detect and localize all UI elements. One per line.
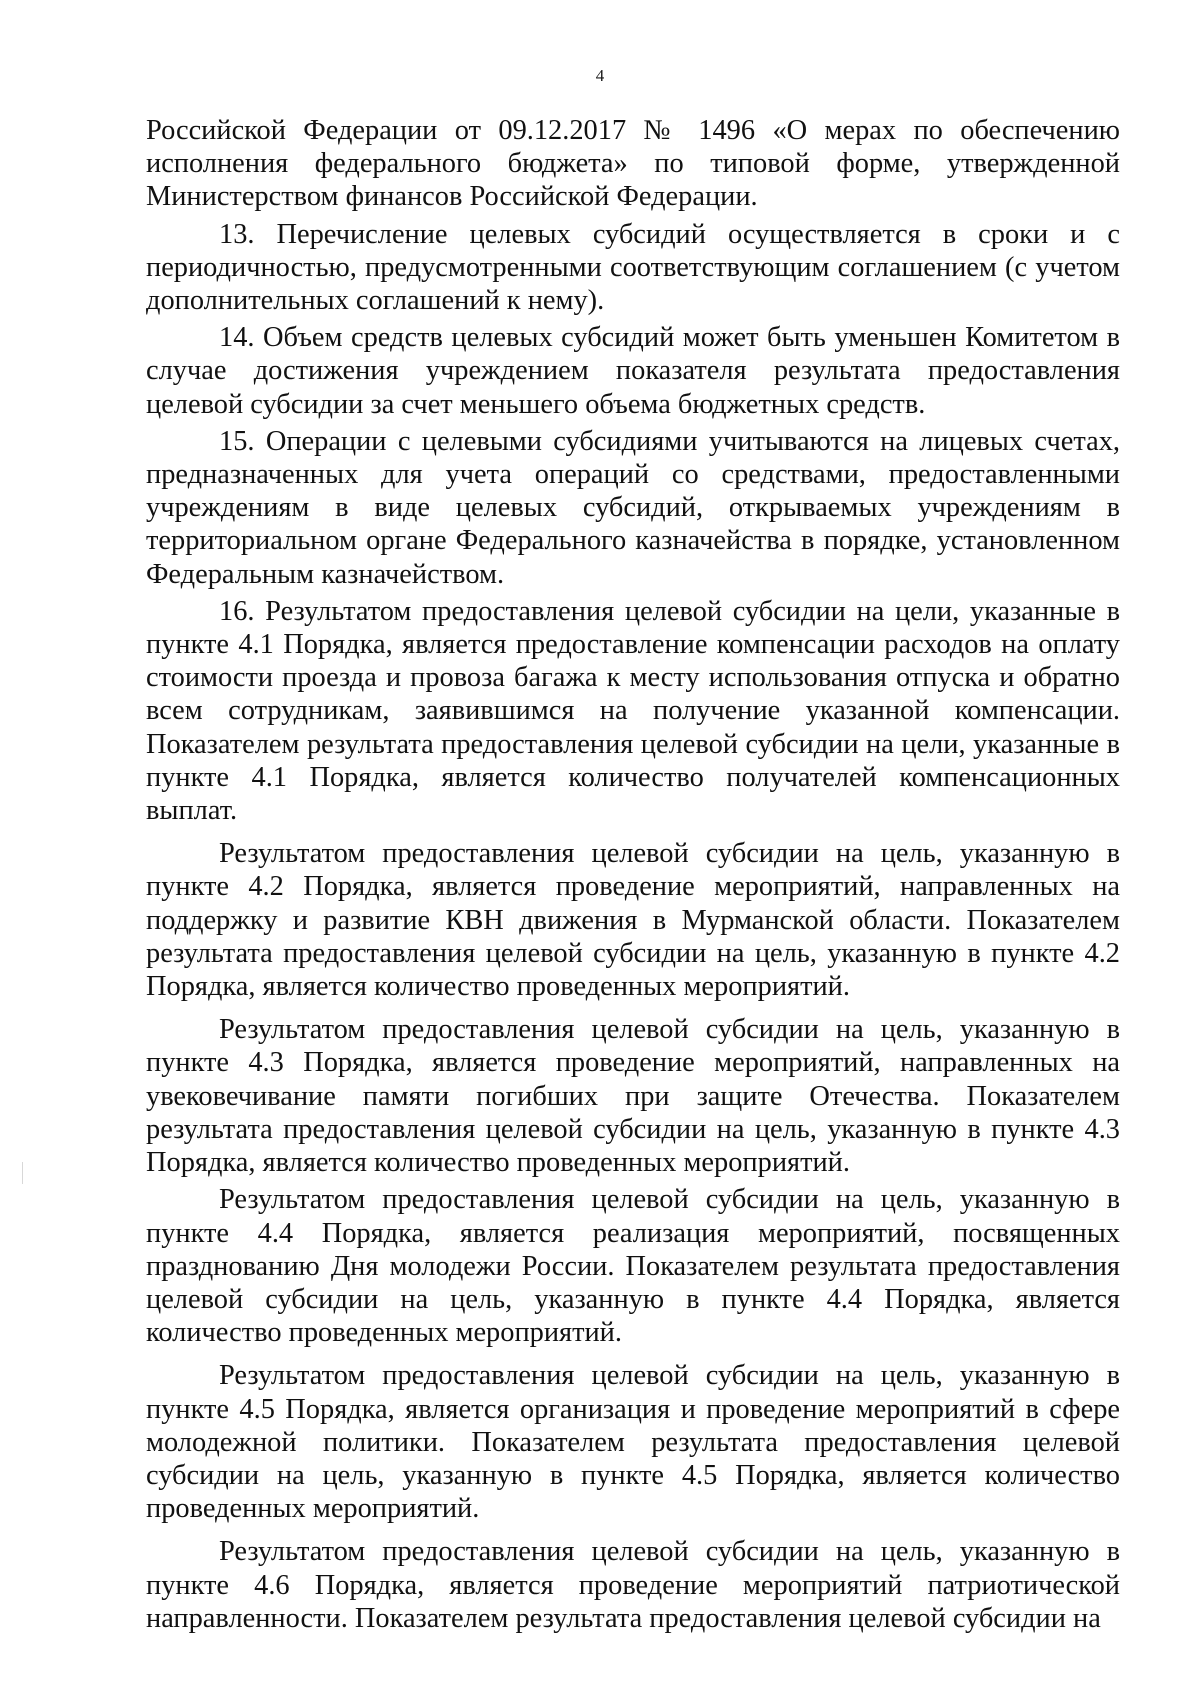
paragraph-result-4-2: Результатом предоставления целевой субсидии на цель, указанную в пункте 4.2 Порядка, является проведение мероприятий, направленных на поддержку и развитие КВН движения в Мурманской области. Показателем результата предоставления целевой субсидии на цель, указанную в пункте 4.2 Порядка, является количество проведенных мероприятий. [146,838,1120,1003]
paragraph-14: 14. Объем средств целевых субсидий может быть уменьшен Комитетом в случае достижения учреждением показателя результата предоставления целевой субсидии за счет меньшего объема бюджетных средств. [146,322,1120,420]
document-body [146,114,1120,1635]
paragraph-result-4-6: Результатом предоставления целевой субсидии на цель, указанную в пункте 4.6 Порядка, является проведение мероприятий патриотической направленности. Показателем результата предоставления целевой субсидии на [146,1536,1120,1634]
paragraph-13: 13. Перечисление целевых субсидий осуществляется в сроки и с периодичностью, предусмотренными соответствующим соглашением (с учетом дополнительных соглашений к нему). [146,218,1120,317]
paragraph-continuation: Российской Федерации от 09.12.2017 № 1496 «О мерах по обеспечению исполнения федерального бюджета» по типовой форме, утвержденной Министерством финансов Российской Федерации. [146,115,1120,213]
paragraph-15: 15. Операции с целевыми субсидиями учитываются на лицевых счетах, предназначенных для учета операций со средствами, предоставленными учреждениям в виде целевых субсидий, открываемых учреждениям в территориальном органе Федерального казначейства в порядке, установленном Федеральным казначейством. [146,425,1120,590]
page-number: 4 [595,66,605,85]
paragraph-result-4-4: Результатом предоставления целевой субсидии на цель, указанную в пункте 4.4 Порядка, является реализация мероприятий, посвященных празднованию Дня молодежи России. Показателем результата предоставления целевой субсидии на цель, указанную в пункте 4.4 Порядка, является количество проведенных мероприятий. [146,1184,1120,1349]
paragraph-16: 16. Результатом предоставления целевой субсидии на цели, указанные в пункте 4.1 Порядка, является предоставление компенсации расходов на оплату стоимости проезда и провоза багажа к месту использования отпуска и обратно всем сотрудникам, заявившимся на получение указанной компенсации. Показателем результата предоставления целевой субсидии на цели, указанные в пункте 4.1 Порядка, является количество получателей компенсационных выплат. [146,595,1120,827]
paragraph-result-4-5: Результатом предоставления целевой субсидии на цель, указанную в пункте 4.5 Порядка, является организация и проведение мероприятий в сфере молодежной политики. Показателем результата предоставления целевой субсидии на цель, указанную в пункте 4.5 Порядка, является количество проведенных мероприятий. [146,1360,1120,1525]
paragraph-result-4-3: Результатом предоставления целевой субсидии на цель, указанную в пункте 4.3 Порядка, является проведение мероприятий, направленных на увековечивание памяти погибших при защите Отечества. Показателем результата предоставления целевой субсидии на цель, указанную в пункте 4.3 Порядка, является количество проведенных мероприятий. [146,1014,1120,1179]
scan-margin-mark [22,1162,23,1184]
